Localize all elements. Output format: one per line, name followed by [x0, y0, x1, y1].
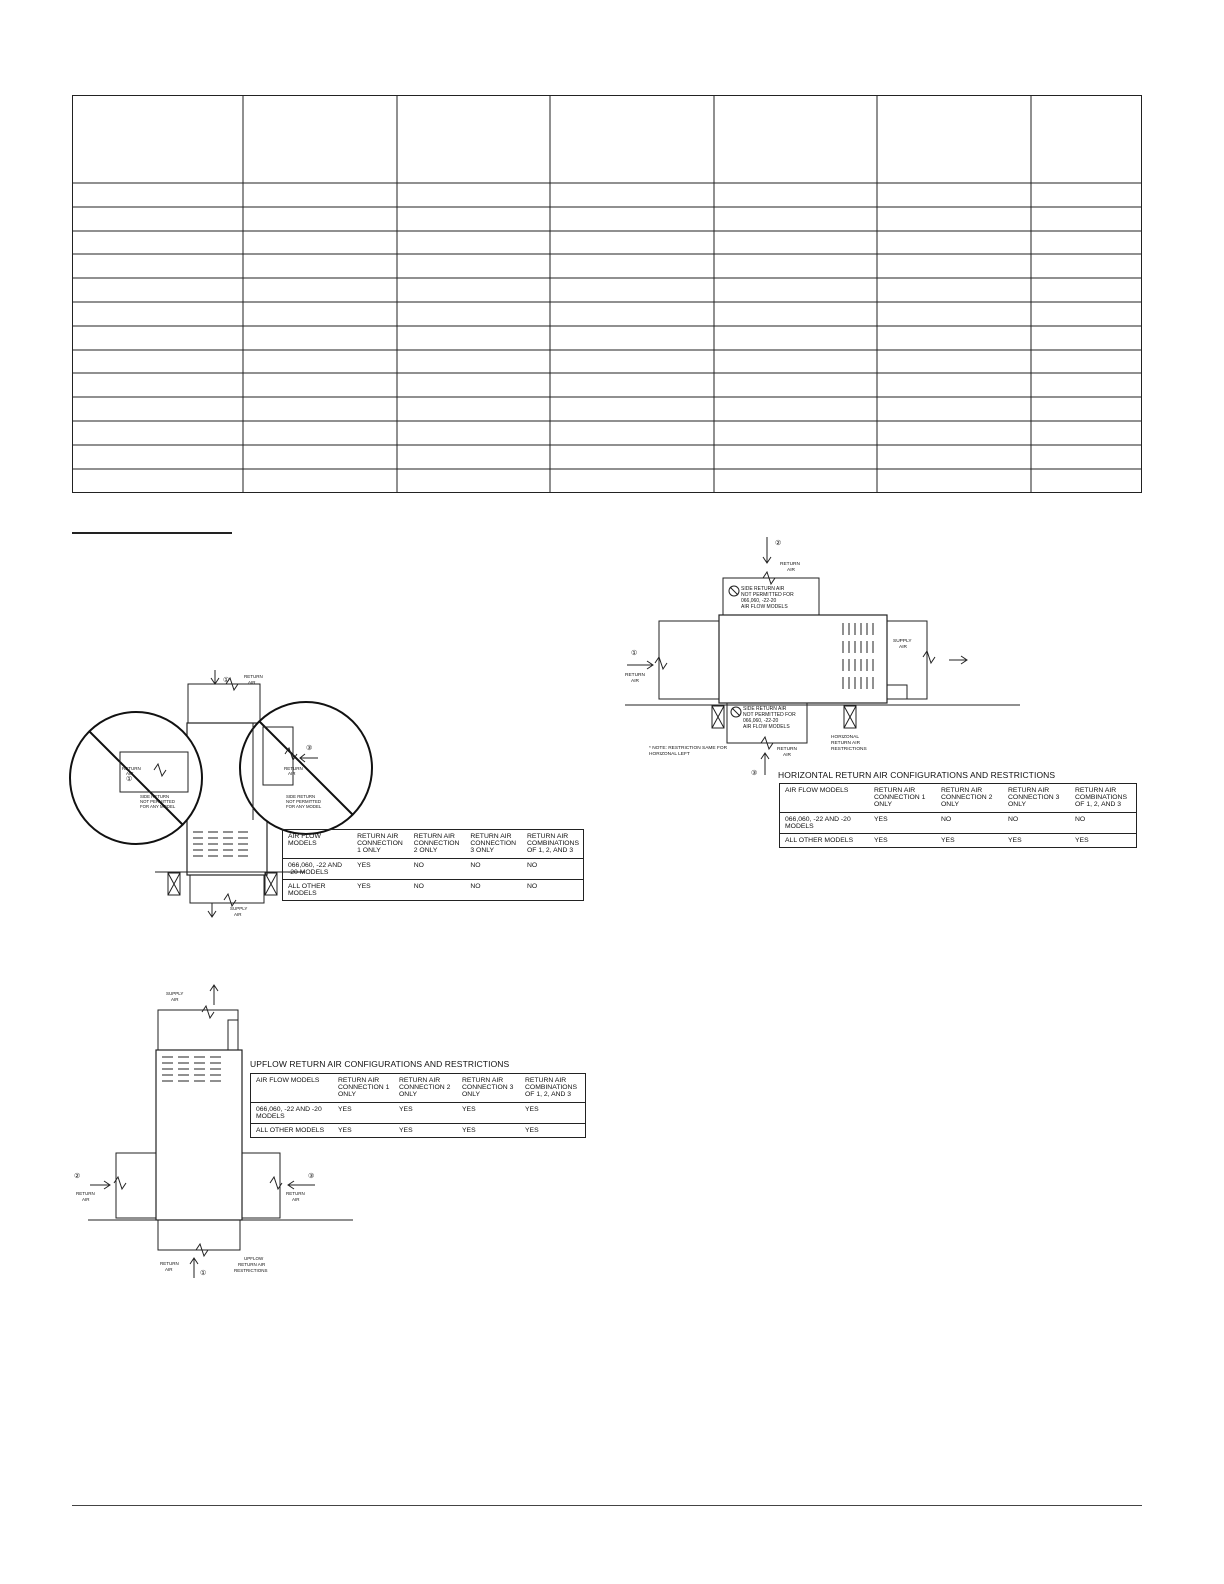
horizontal-diagram: [615, 535, 1035, 810]
svg-text:NOT PERMITTED FOR: NOT PERMITTED FOR: [743, 712, 796, 718]
table-cell: NO: [465, 880, 522, 901]
table-cell: YES: [869, 812, 936, 833]
table-row: [283, 858, 584, 879]
svg-text:RETURN: RETURN: [160, 1261, 179, 1266]
svg-text:AIR: AIR: [82, 1197, 90, 1202]
svg-text:RETURN AIR: RETURN AIR: [831, 741, 861, 746]
table-cell: ALL OTHER MODELS: [780, 834, 870, 848]
side-return-text-left-1: SIDE RETURN: [140, 794, 170, 799]
svg-text:AIR: AIR: [899, 645, 907, 650]
table-cell: 066,060, -22 AND -20 MODELS: [283, 858, 353, 879]
side-return-text-right-1: SIDE RETURN: [286, 794, 316, 799]
table-cell: YES: [1070, 834, 1137, 848]
svg-text:RESTRICTIONS: RESTRICTIONS: [234, 1268, 268, 1273]
svg-text:AIR: AIR: [126, 771, 134, 776]
svg-text:UPFLOW: UPFLOW: [244, 1256, 264, 1261]
svg-text:RETURN: RETURN: [76, 1191, 95, 1196]
svg-text:SIDE RETURN AIR: SIDE RETURN AIR: [743, 706, 787, 712]
svg-text:AIR: AIR: [787, 568, 795, 573]
svg-text:066,060, -22-20: 066,060, -22-20: [743, 718, 779, 724]
table-cell: NO: [409, 858, 466, 879]
svg-text:③: ③: [308, 1173, 315, 1180]
svg-text:AIR: AIR: [288, 771, 296, 776]
upflow-restrictions-table: [250, 1073, 586, 1138]
table-cell: YES: [394, 1124, 457, 1138]
table-cell: YES: [1003, 834, 1070, 848]
svg-text:SIDE RETURN AIR: SIDE RETURN AIR: [741, 586, 785, 592]
air-label: AIR: [248, 680, 256, 685]
svg-text:RETURN: RETURN: [777, 747, 797, 752]
empty-table-grid-lines: [72, 95, 1142, 493]
table-cell: NO: [1070, 812, 1137, 833]
right-return-duct: [242, 1153, 280, 1218]
header-cell: AIR FLOW MODELS: [780, 784, 870, 813]
table-cell: NO: [1003, 812, 1070, 833]
table-cell: NO: [936, 812, 1003, 833]
table-cell: ALL OTHER MODELS: [251, 1124, 334, 1138]
svg-text:AIR FLOW MODELS: AIR FLOW MODELS: [741, 604, 788, 610]
table-cell: NO: [522, 880, 583, 901]
svg-text:HORIZONAL: HORIZONAL: [831, 735, 859, 740]
svg-text:NOT PERMITTED: NOT PERMITTED: [140, 799, 176, 804]
top-return-duct: [188, 684, 260, 726]
svg-text:RETURN AIR: RETURN AIR: [238, 1262, 266, 1267]
table-cell: NO: [522, 858, 583, 879]
header-cell: RETURN AIR CONNECTION 2 ONLY: [394, 1074, 457, 1103]
table-cell: YES: [352, 880, 409, 901]
svg-text:SUPPLY: SUPPLY: [893, 639, 912, 644]
svg-text:* NOTE: RESTRICTION SAME FOR: * NOTE: RESTRICTION SAME FOR: [649, 746, 728, 751]
header-cell: AIR FLOW MODELS: [283, 830, 353, 859]
horizontal-restrictions-table: [779, 783, 1137, 848]
svg-text:NOT PERMITTED FOR: NOT PERMITTED FOR: [741, 592, 794, 598]
svg-text:HORIZONAL LEFT: HORIZONAL LEFT: [649, 752, 690, 757]
empty-data-table: [72, 95, 1142, 493]
table-row: [251, 1102, 586, 1123]
svg-text:NOT PERMITTED: NOT PERMITTED: [286, 799, 322, 804]
header-cell: RETURN AIR COMBINATIONS OF 1, 2, AND 3: [1070, 784, 1137, 813]
left-return-duct: [659, 621, 719, 699]
air-label-supply: AIR: [234, 912, 242, 917]
header-cell: RETURN AIR COMBINATIONS OF 1, 2, AND 3: [522, 830, 583, 859]
supply-plenum: [190, 875, 264, 903]
table-cell: YES: [936, 834, 1003, 848]
table-cell: YES: [333, 1102, 394, 1123]
svg-text:FOR ANY MODEL: FOR ANY MODEL: [286, 804, 322, 809]
table-cell: YES: [333, 1124, 394, 1138]
downflow-restrictions-table: [282, 829, 584, 901]
svg-text:③: ③: [751, 770, 758, 777]
svg-text:AIR: AIR: [165, 1267, 173, 1272]
table-cell: YES: [352, 858, 409, 879]
svg-text:RETURN: RETURN: [780, 562, 800, 567]
svg-text:SUPPLY: SUPPLY: [166, 991, 184, 996]
svg-text:③: ③: [306, 745, 313, 752]
table-row: [283, 880, 584, 901]
table-cell: YES: [520, 1102, 586, 1123]
table-cell: 066,060, -22 AND -20 MODELS: [251, 1102, 334, 1123]
svg-text:FOR ANY MODEL: FOR ANY MODEL: [140, 804, 176, 809]
header-cell: RETURN AIR CONNECTION 2 ONLY: [936, 784, 1003, 813]
svg-text:AIR: AIR: [631, 679, 639, 684]
num-label-1: ①: [223, 677, 230, 684]
svg-text:AIR: AIR: [171, 997, 179, 1002]
header-cell: RETURN AIR CONNECTION 3 ONLY: [1003, 784, 1070, 813]
horizontal-table-title: HORIZONTAL RETURN AIR CONFIGURATIONS AND RESTRICTIONS: [778, 770, 1056, 780]
header-cell: RETURN AIR CONNECTION 3 ONLY: [457, 1074, 520, 1103]
svg-text:②: ②: [74, 1173, 81, 1180]
table-cell: NO: [465, 858, 522, 879]
table-cell: 066,060, -22 AND -20 MODELS: [780, 812, 870, 833]
upflow-table-title: UPFLOW RETURN AIR CONFIGURATIONS AND RESTRICTIONS: [250, 1059, 510, 1069]
table-cell: YES: [457, 1124, 520, 1138]
svg-text:066,060, -22-20: 066,060, -22-20: [741, 598, 777, 604]
svg-text:RETURN: RETURN: [286, 1191, 305, 1196]
header-cell: RETURN AIR CONNECTION 2 ONLY: [409, 830, 466, 859]
svg-text:②: ②: [775, 540, 782, 547]
section-heading-underline: [72, 532, 232, 534]
header-cell: RETURN AIR CONNECTION 1 ONLY: [333, 1074, 394, 1103]
svg-text:RETURN: RETURN: [284, 766, 303, 771]
table-row: [251, 1124, 586, 1138]
table-cell: YES: [394, 1102, 457, 1123]
svg-text:①: ①: [631, 650, 638, 657]
table-cell: YES: [520, 1124, 586, 1138]
svg-text:AIR: AIR: [783, 753, 791, 758]
table-row: [780, 812, 1137, 833]
svg-text:①: ①: [200, 1270, 207, 1277]
header-cell: AIR FLOW MODELS: [251, 1074, 334, 1103]
table-cell: ALL OTHER MODELS: [283, 880, 353, 901]
svg-text:AIR: AIR: [292, 1197, 300, 1202]
svg-text:RESTRICTIONS: RESTRICTIONS: [831, 747, 867, 752]
left-return-duct: [116, 1153, 156, 1218]
return-label: RETURN: [244, 674, 263, 679]
footer-rule: [72, 1505, 1142, 1506]
svg-text:RETURN: RETURN: [625, 673, 645, 678]
table-cell: YES: [869, 834, 936, 848]
header-cell: RETURN AIR CONNECTION 1 ONLY: [869, 784, 936, 813]
header-cell: RETURN AIR CONNECTION 3 ONLY: [465, 830, 522, 859]
svg-text:①: ①: [126, 776, 133, 783]
table-cell: NO: [409, 880, 466, 901]
header-cell: RETURN AIR CONNECTION 1 ONLY: [352, 830, 409, 859]
furnace-cabinet: [719, 615, 887, 703]
supply-label: SUPPLY: [230, 906, 248, 911]
svg-text:RETURN: RETURN: [122, 766, 141, 771]
header-cell: RETURN AIR COMBINATIONS OF 1, 2, AND 3: [520, 1074, 586, 1103]
table-row: [780, 834, 1137, 848]
supply-plenum-top: [158, 1010, 238, 1052]
table-cell: YES: [457, 1102, 520, 1123]
svg-text:AIR FLOW MODELS: AIR FLOW MODELS: [743, 724, 790, 730]
